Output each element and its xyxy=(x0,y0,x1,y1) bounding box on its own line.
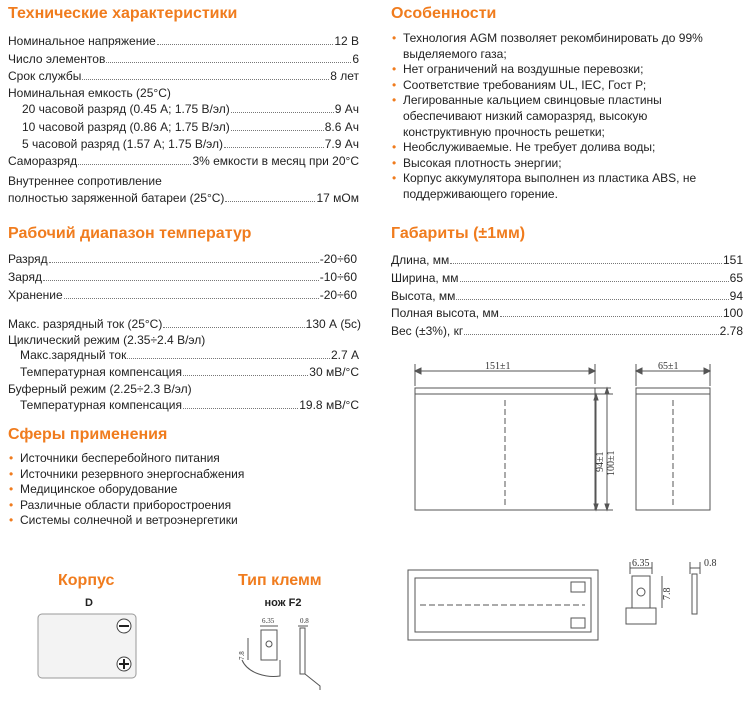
temp-row-discharge: Разряд -20÷60 xyxy=(8,252,357,266)
temp-row-charge: Заряд -10÷60 xyxy=(8,270,357,284)
list-item: • Соответствие требованиям UL, IEC, Гост Р; xyxy=(391,78,721,94)
case-drawing xyxy=(36,612,140,682)
tech-heading: Технические характеристики xyxy=(8,5,238,22)
term-thickness-label: 0.8 xyxy=(704,558,717,569)
cyclic-mode-label: Циклический режим (2.35÷2.4 В/эл) xyxy=(8,333,206,347)
terminal-drawing xyxy=(228,614,338,706)
list-item: • Источники бесперебойного питания xyxy=(8,451,308,467)
temp-row-comp-cyclic: Температурная компенсация 30 мВ/°C xyxy=(20,365,359,379)
dim-row-full-height: Полная высота, мм 100 xyxy=(391,306,743,320)
temp-heading: Рабочий диапазон температур xyxy=(8,225,252,242)
list-item: • Высокая плотность энергии; xyxy=(391,156,721,172)
features-list xyxy=(391,31,721,203)
list-item: • Различные области приборостроения xyxy=(8,498,308,514)
case-type-value: D xyxy=(85,597,93,609)
spec-row-5h: 5 часовой разряд (1.57 A; 1.75 В/эл) 7.9 Ач xyxy=(22,137,359,151)
full-height-label: 100±1 xyxy=(606,450,617,476)
term-f2-thickness-label: 0.8 xyxy=(300,617,309,625)
spec-capacity-label: Номинальная емкость (25°C) xyxy=(8,86,171,100)
temp-row-comp-float: Температурная компенсация 19.8 мВ/°C xyxy=(20,398,359,412)
term-f2-height-label: 7.8 xyxy=(238,651,246,660)
dims-heading: Габариты (±1мм) xyxy=(391,225,526,242)
list-item: • Медицинское оборудование xyxy=(8,482,308,498)
height-label: 94±1 xyxy=(595,451,606,472)
list-item: • Необслуживаемые. Не требует долива воды; xyxy=(391,140,721,156)
temp-row-storage: Хранение -20÷60 xyxy=(8,288,357,302)
terminal-type-value: нож F2 xyxy=(264,597,302,609)
dim-row-weight: Вес (±3%), кг 2.78 xyxy=(391,324,743,338)
dim-row-length: Длина, мм 151 xyxy=(391,253,743,267)
top-view-drawing xyxy=(405,560,605,650)
spec-row-voltage: Номинальное напряжение 12 В xyxy=(8,34,359,48)
apps-heading: Сферы применения xyxy=(8,426,168,443)
list-item: • Корпус аккумулятора выполнен из пластика ABS, не поддерживающего горение. xyxy=(391,171,721,202)
spec-resistance-label: Внутреннее сопротивление xyxy=(8,174,162,188)
spec-row-selfdischarge: Саморазряд 3% емкости в месяц при 20°C xyxy=(8,154,359,168)
spec-row-life: Срок службы 8 лет xyxy=(8,69,359,83)
spec-row-10h: 10 часовой разряд (0.86 A; 1.75 В/эл) 8.6 Ач xyxy=(22,120,359,134)
width-label: 65±1 xyxy=(658,361,679,372)
front-view-drawing xyxy=(405,360,615,520)
spec-row-resistance: полностью заряженной батареи (25°C) 17 мОм xyxy=(8,191,359,205)
list-item: • Источники резервного энергоснабжения xyxy=(8,467,308,483)
term-f2-width-label: 6.35 xyxy=(262,617,275,625)
spec-row-20h: 20 часовой разряд (0.45 A; 1.75 В/эл) 9 Ач xyxy=(22,102,359,116)
temp-row-max-charge: Макс.зарядный ток 2.7 А xyxy=(20,348,359,362)
case-heading: Корпус xyxy=(58,572,115,589)
spec-row-cells: Число элементов 6 xyxy=(8,52,359,66)
terminal-detail-drawing xyxy=(620,558,740,648)
list-item: • Системы солнечной и ветроэнергетики xyxy=(8,513,308,529)
term-height-label: 7.8 xyxy=(662,587,673,600)
apps-list xyxy=(8,451,308,529)
length-label: 151±1 xyxy=(485,361,511,372)
terminal-heading: Тип клемм xyxy=(238,572,322,589)
temp-row-max-discharge: Макс. разрядный ток (25°C) 130 А (5с) xyxy=(8,317,361,331)
list-item: • Нет ограничений на воздушные перевозки; xyxy=(391,62,721,78)
term-width-label: 6.35 xyxy=(632,558,650,569)
side-view-drawing xyxy=(628,360,718,520)
features-heading: Особенности xyxy=(391,5,497,22)
dim-row-width: Ширина, мм 65 xyxy=(391,271,743,285)
list-item: • Технология AGM позволяет рекомбинировать до 99% выделяемого газа; xyxy=(391,31,721,62)
dim-row-height: Высота, мм 94 xyxy=(391,289,743,303)
float-mode-label: Буферный режим (2.25÷2.3 В/эл) xyxy=(8,382,192,396)
list-item: • Легированные кальцием свинцовые пластины обеспечивают низкий саморазряд, высокую конструктивную прочность решетки; xyxy=(391,93,721,140)
